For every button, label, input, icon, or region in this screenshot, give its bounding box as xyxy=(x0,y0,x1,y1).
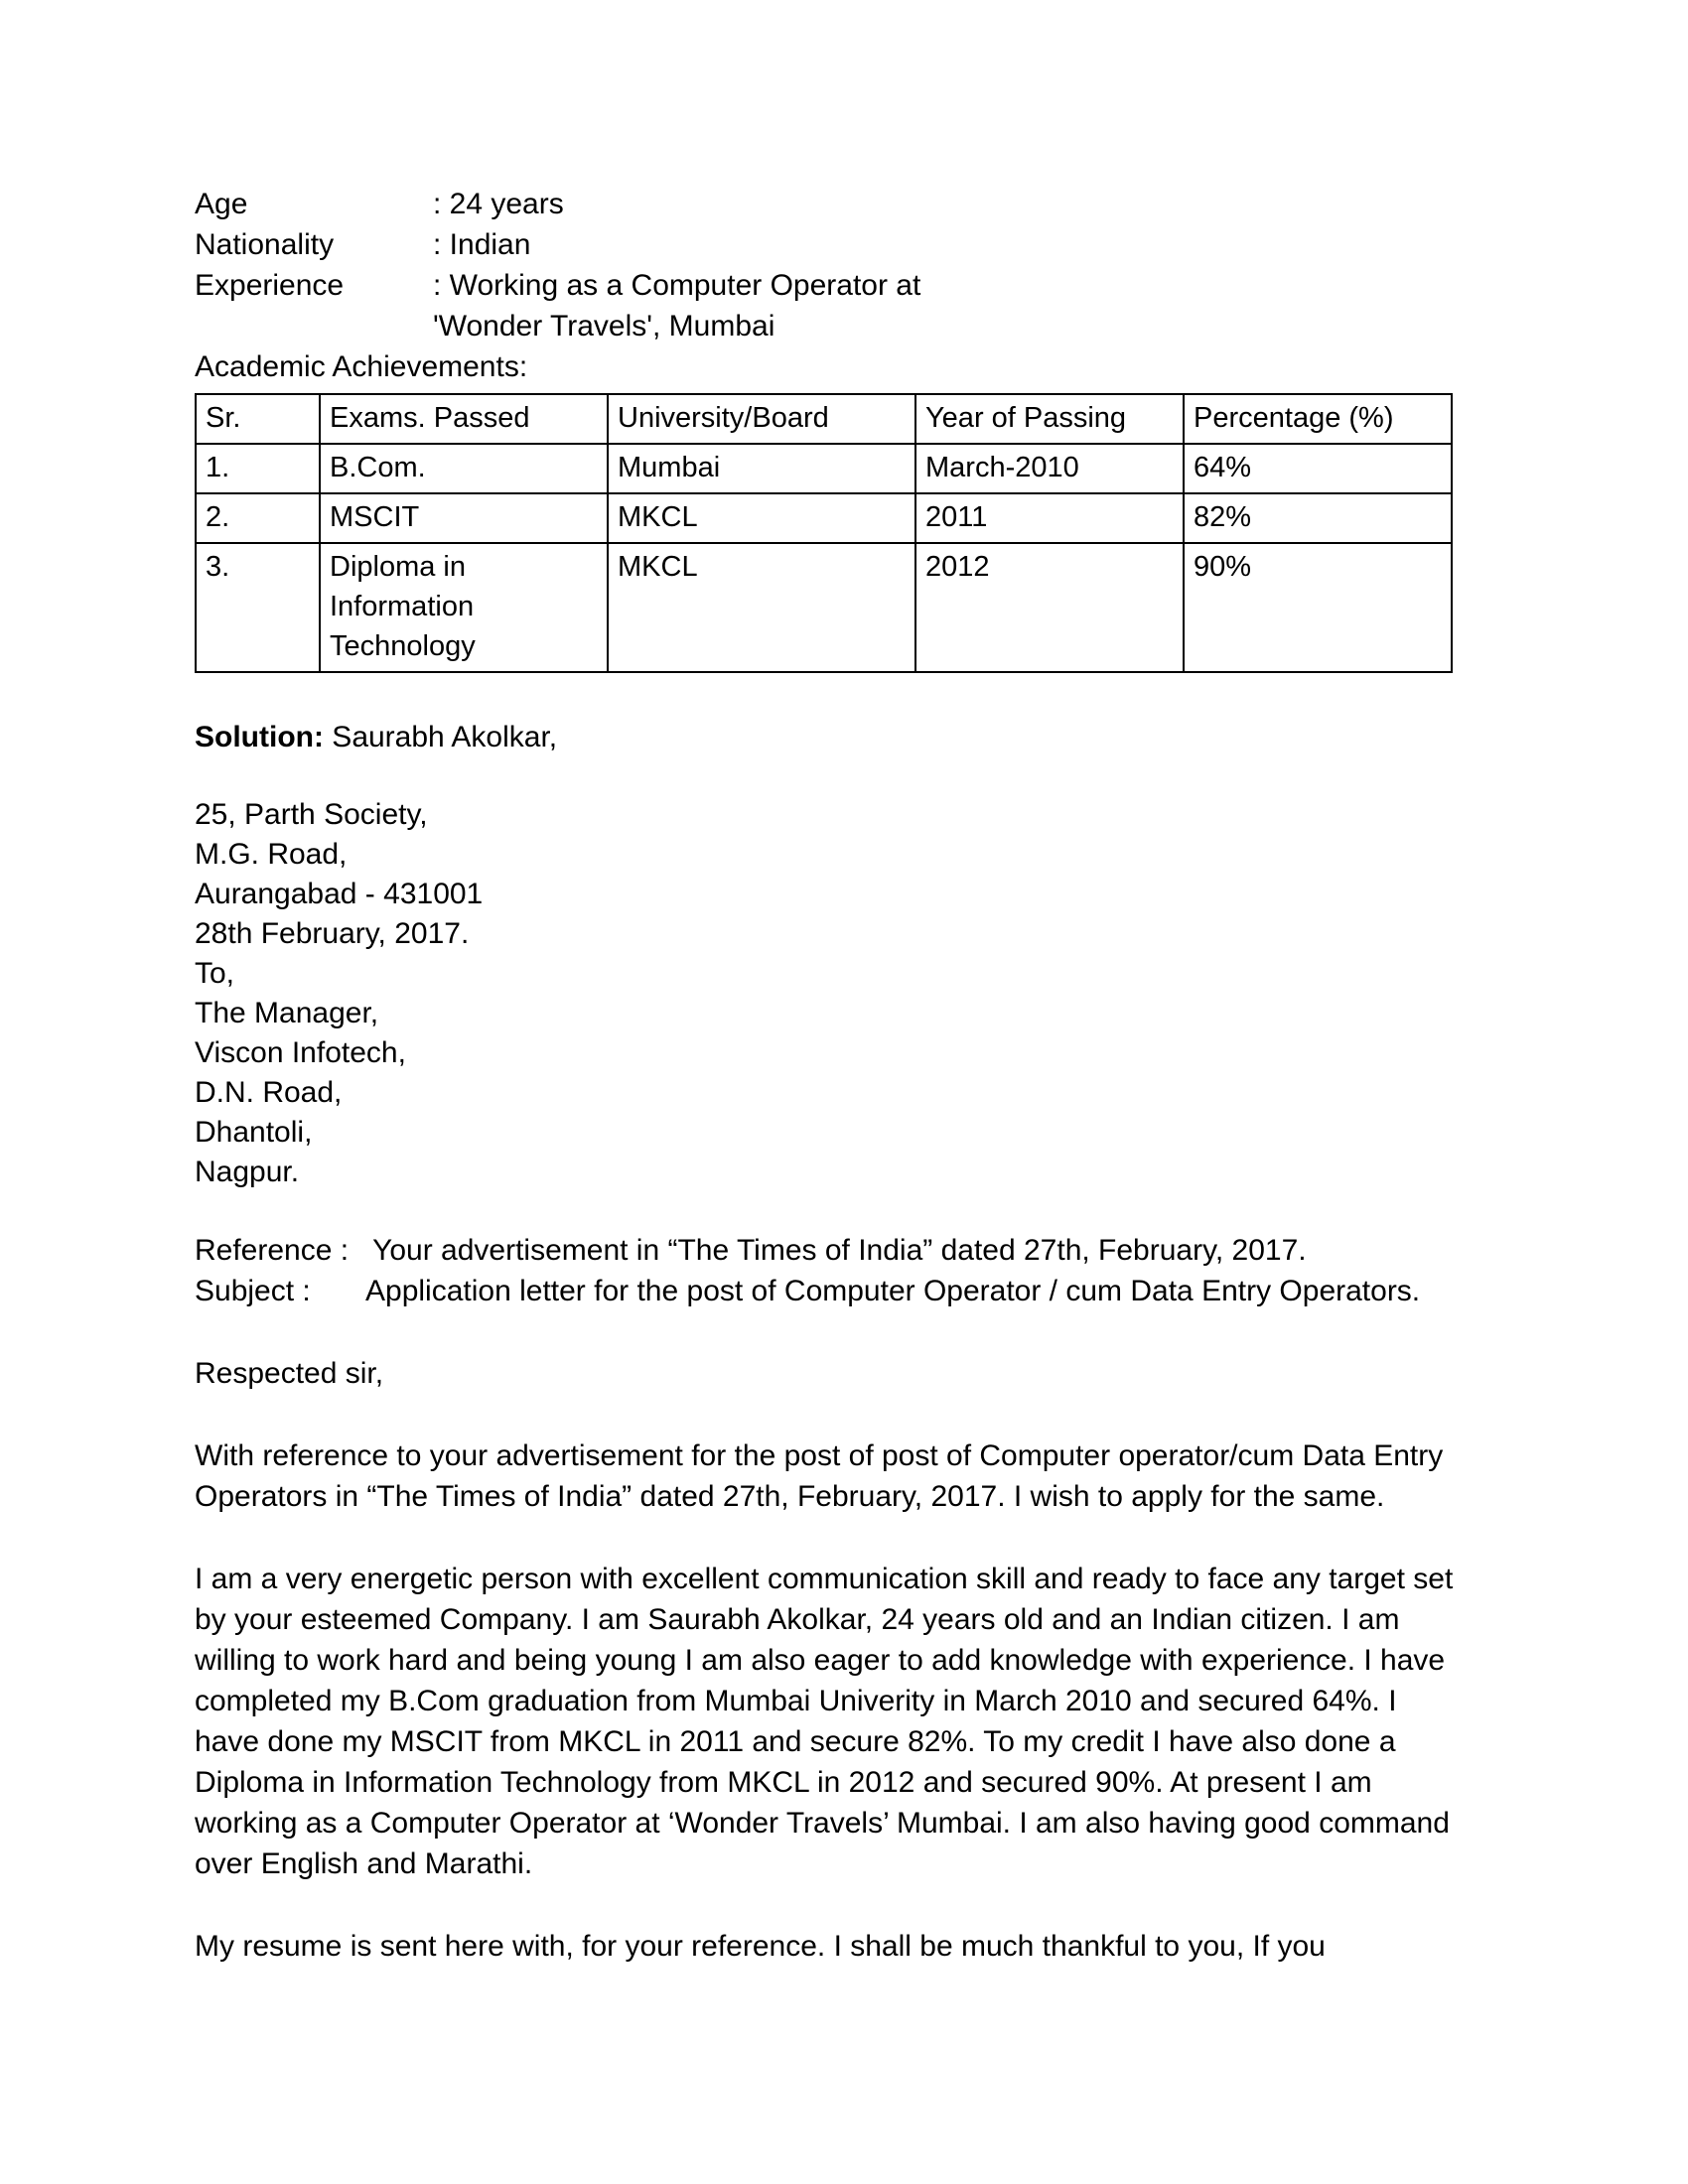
cell-year: 2011 xyxy=(915,493,1184,543)
address-block xyxy=(195,795,1476,1192)
detail-value-nationality: : Indian xyxy=(433,228,531,261)
reference-label: Reference : xyxy=(195,1234,350,1267)
detail-label-age: Age xyxy=(195,188,248,220)
column-header-percentage: Percentage (%) xyxy=(1184,394,1452,444)
address-line-to: To, xyxy=(195,957,235,990)
column-header-university: University/Board xyxy=(608,394,915,444)
detail-value-experience: : Working as a Computer Operator at xyxy=(433,269,921,302)
address-line: D.N. Road, xyxy=(195,1076,343,1109)
cell-sr: 1. xyxy=(196,444,320,493)
address-line: M.G. Road, xyxy=(195,838,348,871)
detail-row-nationality xyxy=(195,224,1476,265)
personal-details-block xyxy=(195,184,1476,346)
table-header-row xyxy=(196,394,1452,444)
body-paragraph-3: My resume is sent here with, for your reference. I shall be much thankful to you, If you xyxy=(195,1930,1326,1963)
cell-exam: B.Com. xyxy=(320,444,608,493)
detail-label-nationality: Nationality xyxy=(195,228,335,261)
cell-percentage: 82% xyxy=(1184,493,1452,543)
column-header-sr: Sr. xyxy=(196,394,320,444)
cell-sr: 2. xyxy=(196,493,320,543)
column-header-year: Year of Passing xyxy=(915,394,1184,444)
body-paragraph-1: With reference to your advertisement for the post of post of Computer operator/cum Data Entry Operators in “The Times of India” dated 27th, February, 2017. I wish to apply for the same. xyxy=(195,1439,1444,1513)
document-content xyxy=(195,184,1476,1967)
subject-label: Subject : xyxy=(195,1275,311,1307)
reference-line xyxy=(195,1230,1451,1271)
solution-label: Solution: xyxy=(195,721,324,753)
table-row xyxy=(196,444,1452,493)
table-row xyxy=(196,493,1452,543)
cell-university: MKCL xyxy=(608,493,915,543)
detail-row-experience xyxy=(195,265,1476,306)
address-line: Aurangabad - 431001 xyxy=(195,878,484,910)
cell-year: 2012 xyxy=(915,543,1184,672)
cell-university: MKCL xyxy=(608,543,915,672)
reference-subject-block xyxy=(195,1230,1451,1311)
address-line: The Manager, xyxy=(195,997,379,1029)
cell-university: Mumbai xyxy=(608,444,915,493)
address-line: Nagpur. xyxy=(195,1156,300,1188)
cell-sr: 3. xyxy=(196,543,320,672)
subject-line xyxy=(195,1271,1451,1311)
academic-achievements-table xyxy=(195,393,1453,673)
detail-value-age: : 24 years xyxy=(433,188,564,220)
detail-experience-continuation: 'Wonder Travels', Mumbai xyxy=(433,310,775,342)
salutation: Respected sir, xyxy=(195,1357,384,1390)
solution-line xyxy=(195,717,1476,757)
address-line: Viscon Infotech, xyxy=(195,1036,406,1069)
address-line: 25, Parth Society, xyxy=(195,798,428,831)
cell-year: March-2010 xyxy=(915,444,1184,493)
reference-text: Your advertisement in “The Times of India” dated 27th, February, 2017. xyxy=(372,1234,1307,1267)
cell-percentage: 64% xyxy=(1184,444,1452,493)
detail-label-experience: Experience xyxy=(195,269,345,302)
cell-exam: MSCIT xyxy=(320,493,608,543)
detail-row-age xyxy=(195,184,1476,224)
address-line: Dhantoli, xyxy=(195,1116,313,1149)
solution-name: Saurabh Akolkar, xyxy=(323,721,558,753)
academic-achievements-heading: Academic Achievements: xyxy=(195,350,528,383)
cell-percentage: 90% xyxy=(1184,543,1452,672)
table-row xyxy=(196,543,1452,672)
cell-exam: Diploma in Information Technology xyxy=(320,543,608,672)
body-paragraph-2: I am a very energetic person with excellent communication skill and ready to face any target set by your esteemed Company. I am Saurabh Akolkar, 24 years old and an Indian citizen. I am willing to work hard and being young I am also eager to add knowledge with experience. I have completed my B.Com graduation from Mumbai Univerity in March 2010 and secured 64%. I have done my MSCIT from MKCL in 2011 and secure 82%. To my credit I have also done a Diploma in Information Technology from MKCL in 2012 and secured 90%. At present I am working as a Computer Operator at ‘Wonder Travels’ Mumbai. I am also having good command over English and Marathi. xyxy=(195,1563,1454,1880)
column-header-exams: Exams. Passed xyxy=(320,394,608,444)
subject-text: Application letter for the post of Computer Operator / cum Data Entry Operators. xyxy=(365,1275,1421,1307)
address-line-date: 28th February, 2017. xyxy=(195,917,470,950)
